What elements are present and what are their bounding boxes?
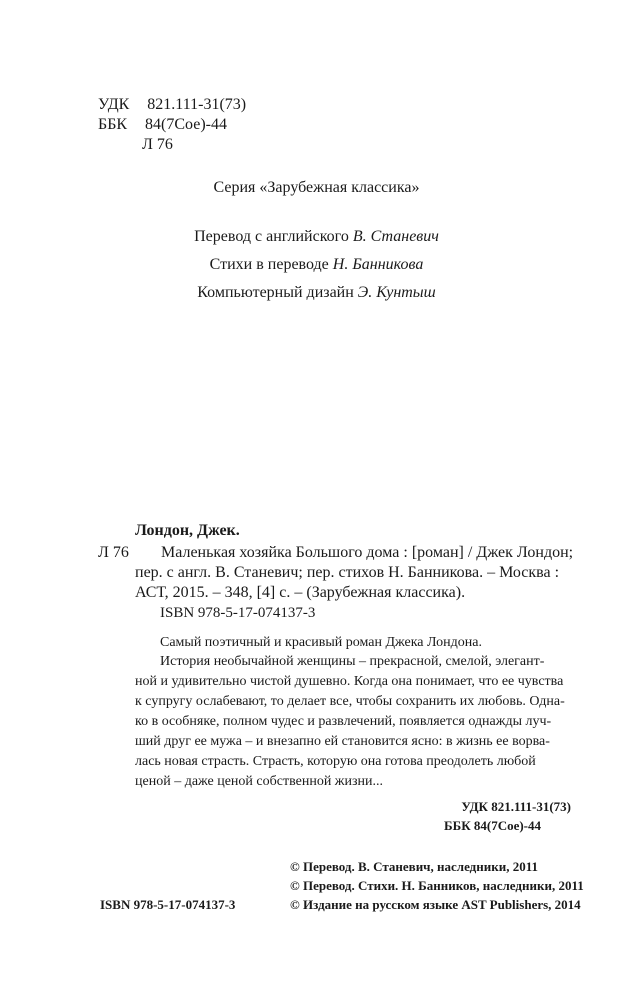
annotation-line: История необычайной женщины – прекрасной, смелой, элегант- <box>160 654 545 669</box>
copyright-line: © Издание на русском языке AST Publishers, 2014 <box>290 897 581 912</box>
udk-value: 821.111-31(73) <box>147 96 247 113</box>
credit-design-label: Компьютерный дизайн <box>197 284 354 301</box>
udk-label: УДК <box>98 96 130 113</box>
footer-bbk: ББК 84(7Сое)-44 <box>444 818 542 833</box>
series-title: Серия «Зарубежная классика» <box>213 179 420 196</box>
copyright-line: © Перевод. Стихи. Н. Банников, наследники, 2011 <box>290 878 584 893</box>
bbk-value: 84(7Сое)-44 <box>145 116 227 133</box>
credit-translation-name: В. Станевич <box>352 228 439 245</box>
annotation-lead: Самый поэтичный и красивый роман Джека Лондона. <box>160 635 482 650</box>
bbk-label: ББК <box>98 116 128 133</box>
credit-design <box>0 283 633 303</box>
catalog-isbn: ISBN 978-5-17-074137-3 <box>160 605 316 621</box>
credit-translation <box>0 227 633 247</box>
catalog-description-line: АСТ, 2015. – 348, [4] с. – (Зарубежная классика). <box>135 584 466 601</box>
copyright-line: © Перевод. В. Станевич, наследники, 2011 <box>290 859 538 874</box>
annotation-line: лась новая страсть. Страсть, которую она готова преодолеть любой <box>135 754 536 769</box>
annotation-line: ной и удивительно чистой душевно. Когда она понимает, что ее чувства <box>135 674 564 689</box>
bbk-row <box>98 115 227 135</box>
credit-poems <box>0 255 633 275</box>
footer-isbn: ISBN 978-5-17-074137-3 <box>100 897 236 912</box>
udk-row <box>98 95 246 115</box>
catalog-description-line: Маленькая хозяйка Большого дома : [роман] / Джек Лондон; <box>161 544 574 561</box>
author-mark-top: Л 76 <box>142 136 173 153</box>
annotation-body <box>135 652 578 792</box>
annotation-line: ший друг ее мужа – и внезапно ей становится ясно: в жизнь ее ворва- <box>135 734 550 749</box>
catalog-author-heading: Лондон, Джек. <box>135 522 240 539</box>
catalog-description <box>135 543 578 603</box>
credit-translation-label: Перевод с английского <box>194 228 349 245</box>
annotation-line: к супругу ослабевают, то делает все, чтобы сохранить их любовь. Одна- <box>135 694 565 709</box>
annotation-line: ценой – даже ценой собственной жизни... <box>135 774 383 789</box>
catalog-author-mark: Л 76 <box>98 544 129 561</box>
credit-poems-name: Н. Банникова <box>332 256 424 273</box>
credit-design-name: Э. Кунтыш <box>357 284 436 301</box>
catalog-description-line: пер. с англ. В. Станевич; пер. стихов Н. Банникова. – Москва : <box>135 564 560 581</box>
annotation-line: ко в особняке, полном чудес и развлечений, появляется однажды луч- <box>135 714 552 729</box>
footer-udk: УДК 821.111-31(73) <box>461 799 571 814</box>
credit-poems-label: Стихи в переводе <box>209 256 329 273</box>
